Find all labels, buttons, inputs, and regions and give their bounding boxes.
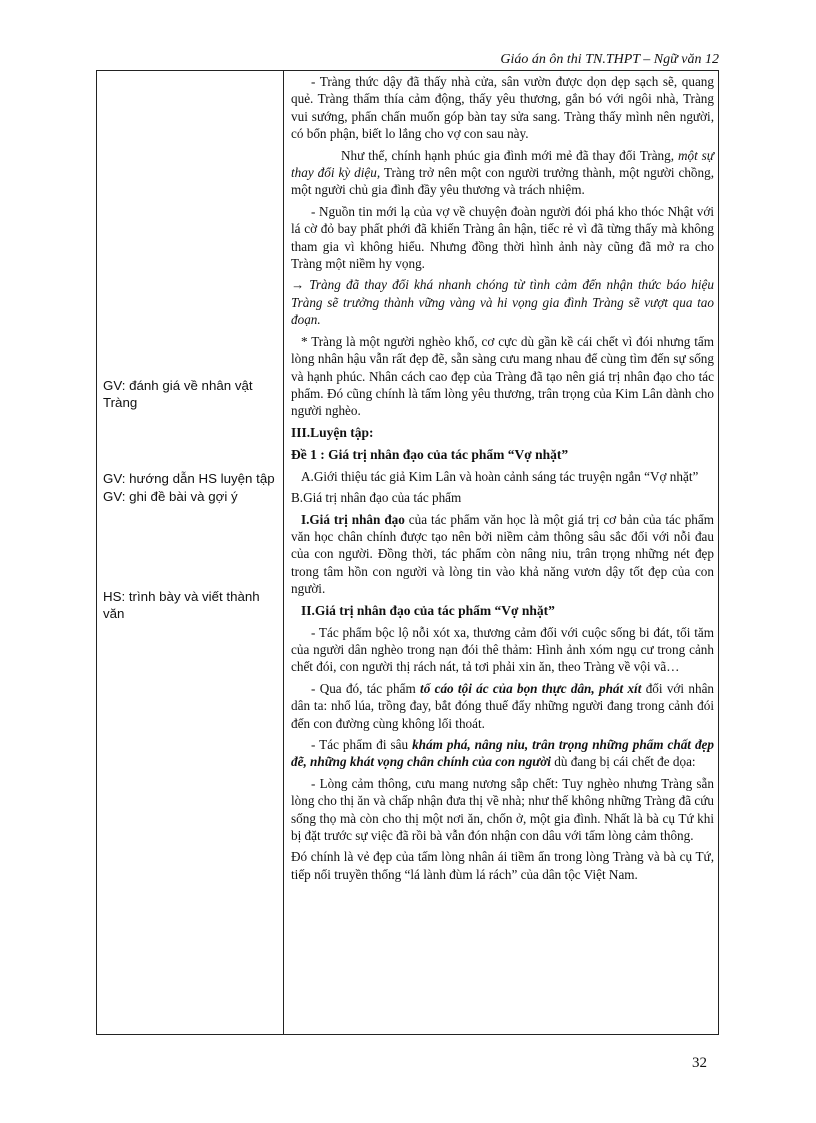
- paragraph-conclusion-arrow: [291, 276, 714, 328]
- note-write-topic: GV: ghi đề bài và gợi ý: [103, 489, 238, 504]
- paragraph-final: Đó chính là vẻ đẹp của tấm lòng nhân ái tiềm ẩn trong lòng Tràng và bà cụ Tứ, tiếp nối truyền thống “lá lành đùm lá rách” của dân tộc Việt Nam.: [291, 849, 714, 882]
- bold-italic-text: tố cáo tội ác của bọn thực dân, phát xít: [420, 680, 642, 696]
- paragraph-denounce: [291, 680, 714, 732]
- text-run: Như thế, chính hạnh phúc gia đình mới mẻ đã thay đổi Tràng,: [341, 147, 678, 163]
- text-run: đối với nhân dân ta: nhổ lúa, trồng đay, bắt đóng thuế đẩy những người đang trong cảnh đói đến con đường cùng không lối thoát.: [291, 680, 715, 731]
- paragraph-compassion: - Tác phẩm bộc lộ nỗi xót xa, thương cảm đối với cuộc sống bi đát, tối tăm của người dân nghèo trong nạn đói thê thảm: Hình ảnh xóm ngụ cư trong cảnh chết đói, con người thị rách nát, tả tơi phải xin ăn, theo Tràng về vội vã…: [291, 624, 714, 675]
- paragraph-section-i: [291, 511, 714, 598]
- note-guide-practice: GV: hướng dẫn HS luyện tập: [103, 471, 275, 486]
- bold-text: I.Giá trị nhân đạo: [301, 511, 405, 527]
- bold-italic-text: khám phá, nâng niu, trân trọng những phẩm chất đẹp đẽ, những khát vọng chân chính của con người: [291, 737, 714, 770]
- text-run: của tác phẩm văn học là một giá trị cơ bản của tác phẩm văn học chân chính được tạo nên bởi niềm cảm thông sâu sắc đối với nỗi đau của con người. Đồng thời, tác phẩm còn nâng niu, trân trọng những nét đẹp trong tâm hồn con người và lòng tin vào khả năng vươn dậy tốt đẹp của con người.: [291, 511, 714, 597]
- content-column: [291, 73, 714, 887]
- heading-topic-1: Đề 1 : Giá trị nhân đạo của tác phẩm “Vợ nhặt”: [291, 446, 569, 462]
- header-title: Giáo án ôn thi TN.THPT – Ngữ văn 12: [500, 52, 719, 67]
- page-header: [97, 50, 719, 71]
- lesson-table: [96, 70, 719, 1035]
- paragraph-section-a: A.Giới thiệu tác giả Kim Lân và hoàn cảnh sáng tác truyện ngắn “Vợ nhặt”: [301, 468, 699, 484]
- heading-section-ii: II.Giá trị nhân đạo của tác phẩm “Vợ nhặt”: [301, 602, 555, 618]
- paragraph-section-b: B.Giá trị nhân đạo của tác phẩm: [291, 490, 462, 506]
- teacher-activity-column: [97, 71, 283, 1034]
- page-number: 32: [692, 1055, 707, 1071]
- emphasis-text: một sự thay đổi kỳ diệu,: [291, 147, 715, 181]
- text-run: dù đang bị cái chết đe dọa:: [550, 754, 696, 770]
- text-run: Tràng trở nên một con người trưởng thành, một người chồng, một người chủ gia đình đầy yêu thương và trách nhiệm.: [291, 165, 715, 198]
- note-evaluate-trang: GV: đánh giá về nhân vật Tràng: [103, 378, 253, 410]
- text-run: Tràng đã thay đổi khá nhanh chóng từ tình cảm đến nhận thức báo hiệu Tràng sẽ trưởng thành vững vàng và hi vọng gia đình Tràng sẽ vượt qua tao đoạn.: [291, 277, 714, 328]
- paragraph-sympathy: - Lòng cảm thông, cưu mang nương sắp chết: Tuy nghèo nhưng Tràng sẵn lòng cho thị ăn và chấp nhận đưa thị về nhà; như thế không những Tràng đã cứu sống thọ mà còn cho thị một nơi ăn, chốn ở, một gia đình. Nhất là bà cụ Tứ khi bị đặt trước sự việc đã rồi bà vẫn đón nhận con dâu với tấm lòng cảm thông.: [291, 775, 714, 844]
- column-divider: [283, 71, 284, 1034]
- paragraph-happiness-changes: [291, 147, 714, 199]
- text-run: - Qua đó, tác phẩm: [311, 680, 421, 696]
- paragraph-discover: [291, 736, 714, 771]
- note-student-write: HS: trình bày và viết thành văn: [103, 589, 260, 621]
- paragraph-trang-summary: * Tràng là một người nghèo khổ, cơ cực dù gần kề cái chết vì đói nhưng tấm lòng nhân hậu vẫn rất đẹp đẽ, sẵn sàng cưu mang nhau để cùng tìm đến sự sống và hạnh phúc. Nhân cách cao đẹp của Tràng đã tạo nên giá trị nhân đạo cho tác phẩm. Đó cũng chính là tấm lòng yêu thương, trân trọng của Kim Lân dành cho người nghèo.: [291, 333, 714, 419]
- heading-practice: III.Luyện tập:: [291, 424, 374, 440]
- text-run: - Tác phẩm đi sâu: [311, 737, 413, 752]
- paragraph-trang-wakes: - Tràng thức dậy đã thấy nhà cửa, sân vườn được dọn dẹp sạch sẽ, quang quẻ. Tràng thấm thía cảm động, thấy yêu thương, gắn bó với ngôi nhà, Tràng vui sướng, phấn chấn muốn góp bàn tay sửa sang. Tràng thấy mình nên người, có bổn phận, biết lo lắng cho vợ con sau này.: [291, 74, 714, 142]
- arrow-right-icon: →: [291, 277, 305, 293]
- paragraph-news-rumor: - Nguồn tin mới lạ của vợ về chuyện đoàn người đói phá kho thóc Nhật với lá cờ đỏ bay phất phới đã khiến Tràng ân hận, tiếc rẻ vì đã từng thấy mà không tham gia vì không hiểu. Nhưng đồng thời hình ảnh này cũng đã mở ra cho Tràng một niềm hy vọng.: [291, 203, 714, 272]
